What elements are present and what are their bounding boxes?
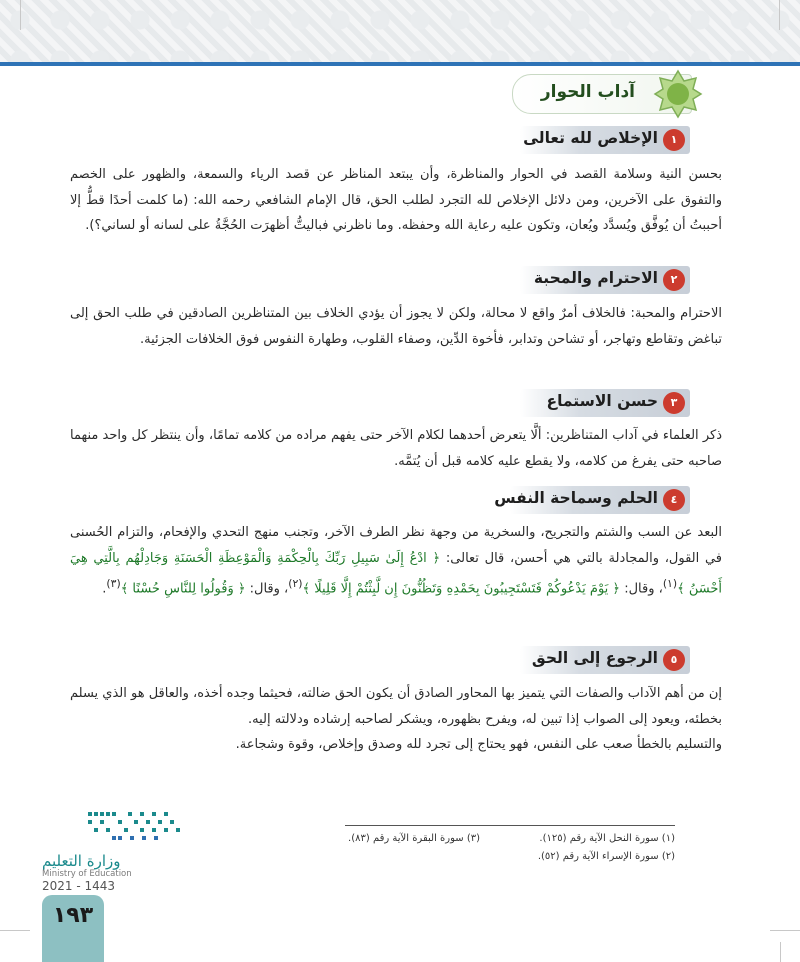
crop-mark xyxy=(770,930,800,931)
section-4-intro: البعد عن السب والشتم والتجريح، والسخرية من وجهة نظر الطرف الآخر، وتجنب منهج التحدي والإفحام، والتزام الحُسنى في القول، والمجادلة بالتي هي أحسن، قال تعالى: xyxy=(70,525,723,566)
quran-verse: ﴿ ادْعُ إِلَىٰ سَبِيلِ رَبِّكَ بِالْحِكْمَةِ وَالْمَوْعِظَةِ الْحَسَنَةِ وَجَادِلْهُم بِالَّتِي هِيَ أَحْسَنُ ﴾ xyxy=(70,550,722,597)
chapter-title: آداب الحوار xyxy=(540,82,635,102)
crop-mark xyxy=(0,930,30,931)
section-number-badge: ٥ xyxy=(663,649,685,671)
footnote-ref: (٣) xyxy=(106,577,121,590)
footnote-ref: (١) xyxy=(662,577,678,590)
section-2-text: الاحترام والمحبة: فالخلاف أمرٌ واقع لا محالة، ولكن لا يجوز أن يؤدي الخلاف بين المتناظرين الصادقين في طلب الحق إلى تباغض وتقاطع وتهاجر، أو تشاحن وتدابر، فأخوة الدِّين، وصفاء القلوب، وطهارة النفوس فوق الخلافات الجزئية. xyxy=(70,306,722,347)
sentence-end: . xyxy=(102,581,107,597)
footnote-rule xyxy=(345,825,675,826)
section-heading-5 xyxy=(520,646,690,674)
crop-mark xyxy=(20,0,21,30)
footnote-2: (٢) سورة الإسراء الآية رقم (٥٢). xyxy=(537,851,675,862)
decorative-header-pattern xyxy=(0,0,800,62)
page-number-tab xyxy=(42,895,104,962)
octagram-icon xyxy=(653,69,703,119)
section-number-badge: ٣ xyxy=(663,392,685,414)
edition-year: 2021 - 1443 xyxy=(42,879,116,893)
footnote-3: (٣) سورة البقرة الآية رقم (٨٣). xyxy=(348,833,480,844)
section-5-paragraph: والتسليم بالخطأ صعب على النفس، فهو يحتاج إلى تجرد لله وصدق وإخلاص، وقوة وشجاعة. xyxy=(235,737,722,752)
footnote-1: (١) سورة النحل الآية رقم (١٢٥). xyxy=(539,833,675,844)
section-3-text: ذكر العلماء في آداب المتناظرين: ألَّا يتعرض أحدهما لكلام الآخر حتى يفهم مراده من كلامه تمامًا، وأن ينتظر كل واحد منهما صاحبه حتى يفرغ من كلامه، ولا يقطع عليه كلامه قبل أن يُتمَّه. xyxy=(70,428,722,469)
connector-text: ، وقال: xyxy=(620,581,663,597)
section-1-text: بحسن النية وسلامة القصد في الحوار والمناظرة، وأن يبتعد المناظر عن قصد الرياء والسمعة، والظهور على الخصم والتفوق على الآخرين، ومن دلائل الإخلاص لله التجرد لطلب الحق، قال الإمام الشافعي رحمه الله: (ما كلمت أحدًا قطُّ إلا أحببتُ أن يُوفَّق ويُسدَّد ويُعان، وتكون عليه رعاية الله وحفظه. وما ناظرني فباليتُّ أظهرَت الحُجَّةُ على لسانه أو لساني؟). xyxy=(70,167,722,233)
ministry-name-english: Ministry of Education xyxy=(42,869,132,879)
crop-mark xyxy=(779,0,780,30)
quran-verse: ﴿ يَوْمَ يَدْعُوكُمْ فَتَسْتَجِيبُونَ بِحَمْدِهِ وَتَظُنُّونَ إِن لَّبِثْتُمْ إِلَّا قَلِيلًا ﴾ xyxy=(302,581,621,597)
section-title: حسن الاستماع xyxy=(546,392,658,410)
section-title: الاحترام والمحبة xyxy=(533,269,658,287)
section-title: الرجوع إلى الحق xyxy=(531,649,658,667)
chapter-header xyxy=(512,74,692,114)
quran-verse: ﴿ وَقُولُوا لِلنَّاسِ حُسْنًا ﴾ xyxy=(120,581,246,597)
section-heading-2 xyxy=(520,266,690,294)
footnote-ref: (٢) xyxy=(288,577,303,590)
crop-mark xyxy=(780,942,781,962)
section-4-text xyxy=(70,520,722,602)
section-5-text xyxy=(70,681,722,758)
ministry-logo-icon xyxy=(88,810,180,846)
section-number-badge: ٢ xyxy=(663,269,685,291)
page-number: ١٩٣ xyxy=(52,903,94,928)
section-title: الإخلاص لله تعالى xyxy=(523,129,658,147)
section-5-paragraph: إن من أهم الآداب والصفات التي يتميز بها المحاور الصادق أن يكون الحق ضالته، فحيثما وجده أخذه، والعاقل هو الذي يسلم بخطئه، ويعود إلى الصواب إذا تبين له، ويفرح بظهوره، ويشكر لصاحبه إرشاده ودلالته إليه. xyxy=(70,686,722,727)
section-number-badge: ٤ xyxy=(663,489,685,511)
section-heading-1 xyxy=(520,126,690,154)
connector-text: ، وقال: xyxy=(245,581,289,597)
header-rule xyxy=(0,62,800,66)
section-title: الحلم وسماحة النفس xyxy=(494,489,658,507)
section-heading-3 xyxy=(520,389,690,417)
section-heading-4 xyxy=(494,486,690,514)
ministry-name-arabic: وزارة التعليم xyxy=(42,852,121,870)
section-number-badge: ١ xyxy=(663,129,685,151)
